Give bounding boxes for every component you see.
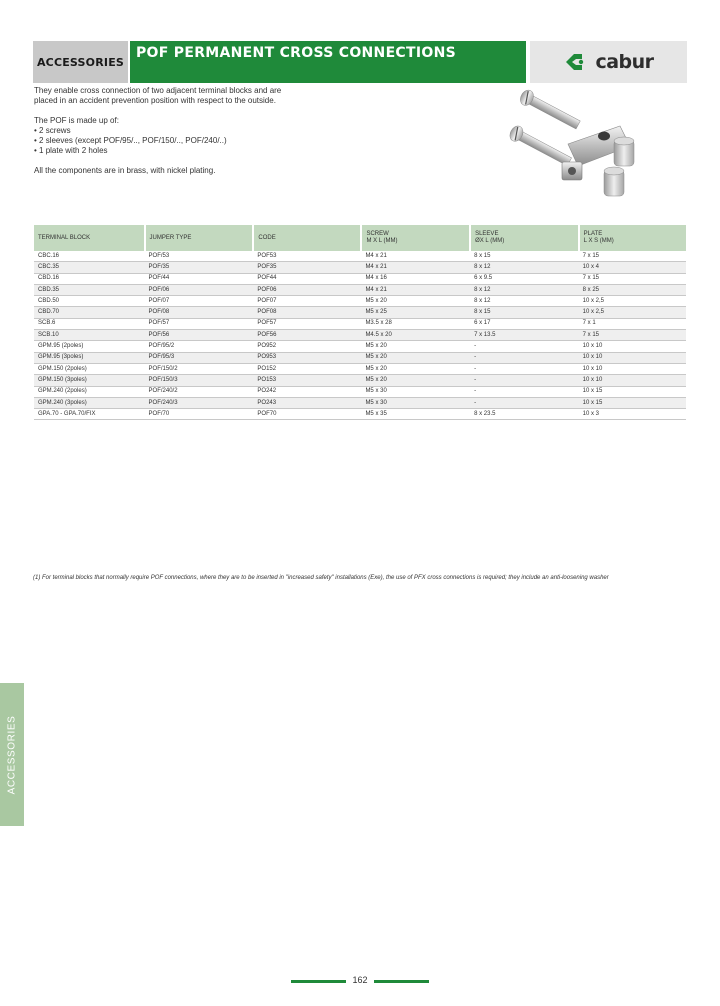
- table-cell: M5 x 25: [361, 307, 470, 318]
- table-cell: 10 x 3: [579, 409, 686, 420]
- intro-text: They enable cross connection of two adjacent terminal blocks and are placed in an accident prevention position with respect to the outside.: [34, 86, 282, 105]
- table-cell: GPM.95 (2poles): [34, 341, 145, 352]
- description: [34, 86, 294, 176]
- table-cell: M5 x 20: [361, 341, 470, 352]
- table-cell: 7 x 1: [579, 318, 686, 329]
- column-header: SLEEVE ØX L (MM): [470, 225, 579, 251]
- table-cell: POF/150/2: [145, 363, 254, 374]
- table-cell: POF/240/2: [145, 386, 254, 397]
- table-cell: PO152: [253, 363, 361, 374]
- table-cell: POF/70: [145, 409, 254, 420]
- table-cell: 10 x 15: [579, 386, 686, 397]
- table-cell: POF/08: [145, 307, 254, 318]
- table-cell: SCB.10: [34, 330, 145, 341]
- table-cell: -: [470, 352, 579, 363]
- table-cell: M4 x 21: [361, 262, 470, 273]
- table-cell: PO952: [253, 341, 361, 352]
- table-cell: POF/35: [145, 262, 254, 273]
- table-row: [34, 262, 686, 273]
- column-header: PLATE L X S (MM): [579, 225, 686, 251]
- material-text: All the components are in brass, with nickel plating.: [34, 166, 216, 175]
- page-line-right: [374, 980, 429, 983]
- table-cell: 8 x 12: [470, 296, 579, 307]
- table-cell: POF/95/2: [145, 341, 254, 352]
- table-row: [34, 318, 686, 329]
- table-cell: CBD.16: [34, 273, 145, 284]
- table-row: [34, 409, 686, 420]
- table-cell: 8 x 12: [470, 284, 579, 295]
- table-row: [34, 352, 686, 363]
- table-cell: 10 x 10: [579, 375, 686, 386]
- table-cell: -: [470, 386, 579, 397]
- table-cell: 8 x 23.5: [470, 409, 579, 420]
- table-cell: -: [470, 341, 579, 352]
- table-cell: M5 x 20: [361, 296, 470, 307]
- table-cell: M5 x 20: [361, 375, 470, 386]
- spec-table: [34, 225, 686, 420]
- table-cell: M4 x 21: [361, 284, 470, 295]
- page-line-left: [291, 980, 346, 983]
- table-cell: 6 x 17: [470, 318, 579, 329]
- table-row: [34, 330, 686, 341]
- table-cell: -: [470, 363, 579, 374]
- table-cell: POF70: [253, 409, 361, 420]
- table-cell: PO153: [253, 375, 361, 386]
- table-row: [34, 363, 686, 374]
- table-row: [34, 296, 686, 307]
- table-cell: GPM.240 (3poles): [34, 397, 145, 408]
- table-cell: GPM.240 (2poles): [34, 386, 145, 397]
- table-cell: GPM.95 (3poles): [34, 352, 145, 363]
- table-cell: M5 x 35: [361, 409, 470, 420]
- table-cell: 7 x 15: [579, 273, 686, 284]
- table-cell: M4 x 16: [361, 273, 470, 284]
- table-cell: CBC.16: [34, 251, 145, 262]
- side-tab: [0, 683, 24, 826]
- table-row: [34, 375, 686, 386]
- table-cell: M5 x 30: [361, 386, 470, 397]
- table-cell: 7 x 13.5: [470, 330, 579, 341]
- table-cell: 8 x 12: [470, 262, 579, 273]
- list-item: • 2 sleeves (except POF/95/.., POF/150/.., POF/240/..): [34, 136, 227, 145]
- table-header-row: [34, 225, 686, 251]
- column-header: SCREW M X L (MM): [361, 225, 470, 251]
- section-label: ACCESSORIES: [33, 41, 128, 83]
- table-cell: POF/150/3: [145, 375, 254, 386]
- page-title: POF PERMANENT CROSS CONNECTIONS: [130, 41, 526, 83]
- table-cell: 6 x 9.5: [470, 273, 579, 284]
- table-cell: -: [470, 375, 579, 386]
- column-header: JUMPER TYPE: [145, 225, 254, 251]
- table-row: [34, 397, 686, 408]
- table-cell: POF/44: [145, 273, 254, 284]
- table-row: [34, 251, 686, 262]
- cabur-logo-icon: [563, 51, 591, 73]
- table-cell: 7 x 15: [579, 251, 686, 262]
- table-cell: -: [470, 397, 579, 408]
- table-cell: POF/07: [145, 296, 254, 307]
- table-cell: CBD.50: [34, 296, 145, 307]
- list-item: • 1 plate with 2 holes: [34, 146, 108, 155]
- product-photo: [480, 84, 680, 214]
- table-cell: CBD.70: [34, 307, 145, 318]
- list-item: • 2 screws: [34, 126, 71, 135]
- table-cell: GPA.70 - GPA.70/FIX: [34, 409, 145, 420]
- table-cell: POF/95/3: [145, 352, 254, 363]
- table-cell: POF/240/3: [145, 397, 254, 408]
- table-cell: GPM.150 (3poles): [34, 375, 145, 386]
- table-cell: POF53: [253, 251, 361, 262]
- made-of-title: The POF is made up of:: [34, 116, 119, 125]
- table-cell: PO242: [253, 386, 361, 397]
- table-row: [34, 273, 686, 284]
- logo-text: cabur: [595, 51, 654, 73]
- table-cell: POF/53: [145, 251, 254, 262]
- table-cell: M4 x 21: [361, 251, 470, 262]
- table-cell: POF06: [253, 284, 361, 295]
- brand-logo: [530, 41, 687, 83]
- table-cell: PO953: [253, 352, 361, 363]
- table-cell: 10 x 4: [579, 262, 686, 273]
- table-cell: POF35: [253, 262, 361, 273]
- table-cell: 10 x 10: [579, 341, 686, 352]
- table-cell: 10 x 10: [579, 352, 686, 363]
- table-cell: POF/06: [145, 284, 254, 295]
- table-row: [34, 284, 686, 295]
- table-cell: 8 x 15: [470, 251, 579, 262]
- table-cell: 10 x 2,5: [579, 296, 686, 307]
- table-body: [34, 251, 686, 420]
- table-cell: M5 x 20: [361, 352, 470, 363]
- table-cell: POF/57: [145, 318, 254, 329]
- table-cell: M5 x 30: [361, 397, 470, 408]
- table-cell: POF08: [253, 307, 361, 318]
- table-cell: 8 x 15: [470, 307, 579, 318]
- column-header: TERMINAL BLOCK: [34, 225, 145, 251]
- table-cell: 8 x 25: [579, 284, 686, 295]
- table-cell: POF07: [253, 296, 361, 307]
- table-cell: 10 x 2,5: [579, 307, 686, 318]
- table-cell: M3.5 x 28: [361, 318, 470, 329]
- table-cell: M5 x 20: [361, 363, 470, 374]
- table-row: [34, 386, 686, 397]
- page-number: 162: [346, 975, 374, 985]
- table-cell: CBC.35: [34, 262, 145, 273]
- table-cell: GPM.150 (2poles): [34, 363, 145, 374]
- table-cell: SCB.6: [34, 318, 145, 329]
- table-cell: POF/56: [145, 330, 254, 341]
- table-cell: CBD.35: [34, 284, 145, 295]
- table-cell: POF44: [253, 273, 361, 284]
- table-cell: 10 x 10: [579, 363, 686, 374]
- table-cell: PO243: [253, 397, 361, 408]
- table-cell: POF56: [253, 330, 361, 341]
- side-tab-label: ACCESSORIES: [6, 715, 18, 794]
- table-cell: 10 x 15: [579, 397, 686, 408]
- table-row: [34, 307, 686, 318]
- table-row: [34, 341, 686, 352]
- table-cell: 7 x 15: [579, 330, 686, 341]
- footnote: (1) For terminal blocks that normally require POF connections, where they are to be inserted in "increased safety" installations (Exe), the use of PFX cross connections is required; they include an anti-loosening washer: [33, 575, 609, 581]
- table-cell: POF57: [253, 318, 361, 329]
- column-header: CODE: [253, 225, 361, 251]
- table-cell: M4.5 x 20: [361, 330, 470, 341]
